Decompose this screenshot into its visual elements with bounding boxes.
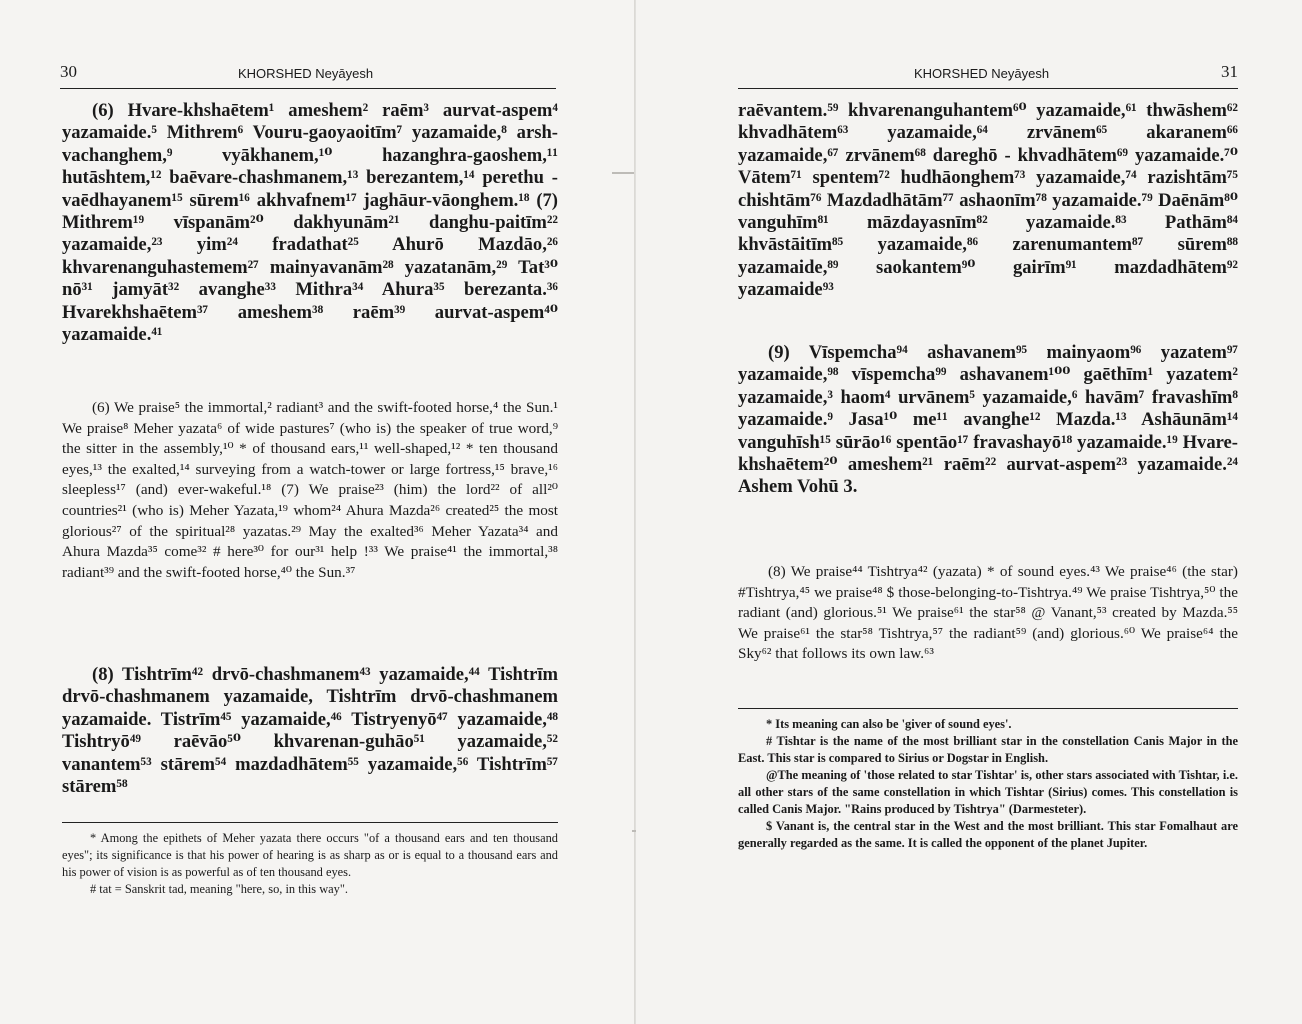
footnote: * Its meaning can also be 'giver of sound eyes'.: [766, 717, 1012, 731]
footnote-divider: [62, 822, 558, 823]
footnote: @The meaning of 'those related to star Tishtar' is, other stars associated with Tishtar, i.e. all other stars of the same constellation in which Tishtar (Sirius) comes. This constellation is called Canis Major. "Rains produced by Tishtrya" (Darmesteter).: [738, 768, 1238, 816]
footnote: $ Vanant is, the central star in the West and the most brilliant. This star Fomalhaut are generally regarded as the same. It is called the opponent of the planet Jupiter.: [738, 819, 1238, 850]
transliteration-verse-7: raēvantem.⁵⁹ khvarenanguhantem⁶⁰ yazamaide,⁶¹ thwāshem⁶² khvadhātem⁶³ yazamaide,⁶⁴ zrvānem⁶⁵ akaranem⁶⁶ yazamaide,⁶⁷ zrvānem⁶⁸ dareghō - khvadhātem⁶⁹ yazamaide.⁷⁰ Vātem⁷¹ spentem⁷² hudhāonghem⁷³ yazamaide,⁷⁴ razishtām⁷⁵ chishtām⁷⁶ Mazdadhātām⁷⁷ ashaonīm⁷⁸ yazamaide.⁷⁹ Daēnām⁸⁰ vanguhīm⁸¹ māzdayasnīm⁸² yazamaide.⁸³ Pathām⁸⁴ khvāstāitīm⁸⁵ yazamaide,⁸⁶ zarenumantem⁸⁷ sūrem⁸⁸ yazamaide,⁸⁹ saokantem⁹⁰ gairīm⁹¹ mazdadhātem⁹² yazamaide⁹³: [738, 100, 1238, 301]
page-number: 30: [60, 62, 77, 81]
translation-verse-8: (8) We praise⁴⁴ Tishtrya⁴² (yazata) * of sound eyes.⁴³ We praise⁴⁶ (the star) #Tishtrya,⁴⁵ we praise⁴⁸ $ those-belonging-to-Tishtrya.⁴⁹ We praise Tishtrya,⁵⁰ the radiant (and) glorious.⁵¹ We praise⁶¹ the star⁵⁸ @ Vanant,⁵³ created by Mazda.⁵⁵ We praise⁶¹ the star⁵⁸ Tishtrya,⁵⁷ the radiant⁵⁹ (and) glorious.⁶⁰ We praise⁶⁴ the Sky⁶² that follows its own law.⁶³: [738, 563, 1238, 663]
footnote: * Among the epithets of Meher yazata there occurs "of a thousand ears and ten thousand eyes"; its significance is that his power of hearing is as sharp as or is equal to a thousand ears and his power of vision is as powerful as of ten thousand eyes.: [62, 831, 558, 879]
transliteration-verse-6-7: (6) Hvare-khshaētem¹ ameshem² raēm³ aurvat-aspem⁴ yazamaide.⁵ Mithrem⁶ Vouru-gaoyaoitīm⁷ yazamaide,⁸ arsh-vachanghem,⁹ vyākhanem,¹⁰ hazanghra-gaoshem,¹¹ hutāshtem,¹² baēvare-chashmanem,¹³ berezantem,¹⁴ perethu -vaēdhayanem¹⁵ sūrem¹⁶ akhvafnem¹⁷ jaghāur-vāonghem.¹⁸ (7) Mithrem¹⁹ vīspanām²⁰ dakhyunām²¹ danghu-paitīm²² yazamaide,²³ yim²⁴ fradathat²⁵ Ahurō Mazdāo,²⁶ khvarenanguhastemem²⁷ mainyavanām²⁸ yazatanām,²⁹ Tat³⁰ nō³¹ jamyāt³² avanghe³³ Mithra³⁴ Ahura³⁵ berezanta.³⁶ Hvarekhshaētem³⁷ ameshem³⁸ raēm³⁹ aurvat-aspem⁴⁰ yazamaide.⁴¹: [62, 100, 558, 346]
scan-mark: [612, 172, 634, 174]
transliteration-verse-8: (8) Tishtrīm⁴² drvō-chashmanem⁴³ yazamaide,⁴⁴ Tishtrīm drvō-chashmanem yazamaide, Tishtrīm drvō-chashmanem yazamaide. Tistrīm⁴⁵ yazamaide,⁴⁶ Tistryenyō⁴⁷ yazamaide,⁴⁸ Tishtryō⁴⁹ raēvāo⁵⁰ khvarenan-guhāo⁵¹ yazamaide,⁵² vanantem⁵³ stārem⁵⁴ mazdadhātem⁵⁵ yazamaide,⁵⁶ Tishtrīm⁵⁷ stārem⁵⁸: [62, 664, 558, 798]
footnote-divider: [738, 708, 1238, 709]
footnotes: [62, 830, 558, 898]
page-number: 31: [1221, 62, 1238, 81]
footnotes: [738, 716, 1238, 852]
left-page: [0, 0, 636, 1024]
page-header: [60, 60, 556, 89]
translation-verse-6-7: (6) We praise⁵ the immortal,² radiant³ and the swift-footed horse,⁴ the Sun.¹ We praise⁸ Meher yazata⁶ of wide pastures⁷ (who is) the speaker of true word,⁹ the sitter in the assembly,¹⁰ * of thousand ears,¹¹ well-shaped,¹² * ten thousand eyes,¹³ the exalted,¹⁴ surveying from a watch-tower or large fortress,¹⁵ brave,¹⁶ sleepless¹⁷ (and) ever-wakeful.¹⁸ (7) We praise²³ (him) the lord²² of all²⁰ countries²¹ (who is) Meher Yazata,¹⁹ whom²⁴ Ahura Mazda²⁶ created²⁵ the most glorious²⁷ of the spiritual²⁸ yazatas.²⁹ May the exalted³⁶ Meher Yazata³⁴ and Ahura Mazda³⁵ come³² # here³⁰ for our³¹ help !³³ We praise⁴¹ the immortal,³⁸ radiant³⁹ and the swift-footed horse,⁴⁰ the Sun.³⁷: [62, 399, 558, 581]
transliteration-verse-9: (9) Vīspemcha⁹⁴ ashavanem⁹⁵ mainyaom⁹⁶ yazatem⁹⁷ yazamaide,⁹⁸ vīspemcha⁹⁹ ashavanem¹⁰⁰ gaēthīm¹ yazatem² yazamaide,³ haom⁴ urvānem⁵ yazamaide,⁶ havām⁷ fravashīm⁸ yazamaide.⁹ Jasa¹⁰ me¹¹ avanghe¹² Mazda.¹³ Ashāunām¹⁴ vanguhīsh¹⁵ sūrāo¹⁶ spentāo¹⁷ fravashayō¹⁸ yazamaide.¹⁹ Hvare-khshaētem²⁰ ameshem²¹ raēm²² aurvat-aspem²³ yazamaide.²⁴ Ashem Vohū 3.: [738, 342, 1238, 498]
page-header: [738, 60, 1238, 89]
running-head: KHORSHED Neyāyesh: [914, 66, 1050, 81]
right-page: [636, 0, 1302, 1024]
running-head: KHORSHED Neyāyesh: [238, 66, 374, 81]
footnote: # Tishtar is the name of the most brilliant star in the constellation Canis Major in the East. This star is compared to Sirius or Dogstar in English.: [738, 734, 1238, 765]
footnote: # tat = Sanskrit tad, meaning "here, so, in this way".: [90, 882, 348, 896]
